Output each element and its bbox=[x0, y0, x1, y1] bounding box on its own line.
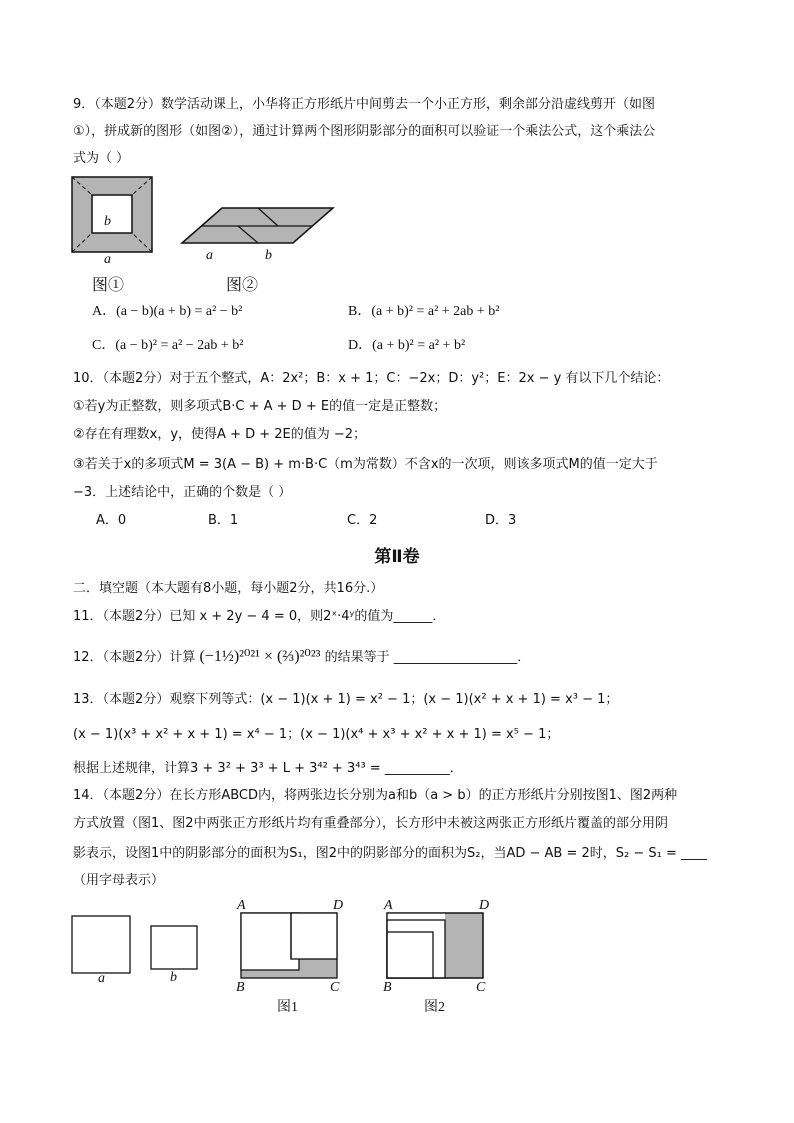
q14-square-a-label: a bbox=[98, 971, 105, 986]
q14-line-1: 14．（本题2分）在长方形ABCD内，将两张边长分别为a和b（a > b）的正方形纸片分别按图1、图2两种 bbox=[73, 788, 678, 803]
q14-fig2-B: B bbox=[383, 980, 392, 995]
q14-figure-2 bbox=[386, 912, 486, 980]
q10-line-3: ②存在有理数x，y，使得A + D + 2E的值为 −2； bbox=[73, 427, 367, 442]
q14-fig1-caption: 图1 bbox=[277, 1000, 298, 1015]
q9-fig1-inner-label: b bbox=[104, 214, 111, 229]
q10-option-c: C．2 bbox=[347, 513, 378, 528]
q14-square-b-label: b bbox=[170, 970, 177, 985]
q14-fig2-A: A bbox=[384, 898, 393, 913]
q11-text: 11．（本题2分）已知 x + 2y − 4 = 0，则2ˣ·4ʸ的值为______． bbox=[73, 609, 446, 624]
q14-line-2: 方式放置（图1、图2中两张正方形纸片均有重叠部分），长方形中未被这两张正方形纸片覆盖的部分用阴 bbox=[73, 816, 669, 831]
q9-option-c: C．(a − b)² = a² − 2ab + b² bbox=[92, 338, 244, 353]
q14-fig2-C: C bbox=[476, 980, 486, 995]
q9-fig1-caption: 图① bbox=[92, 277, 125, 294]
q14-fig1-B: B bbox=[236, 980, 245, 995]
q9-fig2-a-label: a bbox=[206, 248, 213, 263]
section-title: 第Ⅱ卷 bbox=[374, 547, 420, 567]
q9-option-a: A．(a − b)(a + b) = a² − b² bbox=[92, 304, 243, 319]
q10-option-b: B．1 bbox=[208, 513, 239, 528]
q10-line-2: ①若y为正整数，则多项式B·C + A + D + E的值一定是正整数； bbox=[73, 399, 447, 414]
q10-line-1: 10．（本题2分）对于五个整式，A：2x²；B：x + 1；C：−2x；D：y²；E：2x − y 有以下几个结论： bbox=[73, 371, 670, 386]
q14-line-4: （用字母表示） bbox=[73, 873, 165, 888]
q13-line-2: (x − 1)(x³ + x² + x + 1) = x⁴ − 1；(x − 1)(x⁴ + x³ + x² + x + 1) = x⁵ − 1； bbox=[73, 727, 560, 742]
q9-line-1: 9．（本题2分）数学活动课上，小华将正方形纸片中间剪去一个小正方形，剩余部分沿虚线剪开（如图 bbox=[73, 97, 656, 112]
q12-suffix: 的结果等于 ___________________． bbox=[324, 650, 531, 665]
q9-fig2-caption: 图② bbox=[226, 277, 259, 294]
q9-fig2-b-label: b bbox=[265, 248, 272, 263]
q14-fig1-A: A bbox=[237, 898, 246, 913]
q14-line-3: 影表示，设图1中的阴影部分的面积为S₁，图2中的阴影部分的面积为S₂，当AD − AB = 2时，S₂ − S₁ = ____ bbox=[73, 846, 708, 861]
q12-expression: (−1½)²⁰²¹ × (⅔)²⁰²³ bbox=[199, 648, 321, 665]
q9-figure-1 bbox=[70, 175, 155, 255]
q13-line-3: 根据上述规律，计算3 + 3² + 3³ + L + 3⁴² + 3⁴³ = __________． bbox=[73, 761, 463, 776]
q14-square-a bbox=[71, 915, 133, 975]
q13-line-1: 13．（本题2分）观察下列等式：(x − 1)(x + 1) = x² − 1；(x − 1)(x² + x + 1) = x³ − 1； bbox=[73, 692, 619, 707]
q14-fig2-caption: 图2 bbox=[424, 1000, 445, 1015]
q9-figure-2 bbox=[180, 205, 338, 247]
part2-header: 二．填空题（本大题有8小题，每小题2分，共16分.） bbox=[73, 581, 384, 596]
q9-option-d: D．(a + b)² = a² + b² bbox=[348, 338, 466, 353]
q9-option-b: B．(a + b)² = a² + 2ab + b² bbox=[348, 304, 500, 319]
q14-fig1-D: D bbox=[333, 898, 344, 913]
q10-line-4: ③若关于x的多项式M = 3(A − B) + m·B·C（m为常数）不含x的一次项，则该多项式M的值一定大于 bbox=[73, 457, 658, 472]
q12-line bbox=[73, 647, 530, 668]
q9-line-2: ①），拼成新的图形（如图②），通过计算两个图形阴影部分的面积可以验证一个乘法公式，这个乘法公 bbox=[73, 124, 656, 139]
q10-option-d: D．3 bbox=[485, 513, 517, 528]
q14-fig1-C: C bbox=[330, 980, 340, 995]
q14-fig2-D: D bbox=[479, 898, 490, 913]
q12-prefix: 12．（本题2分）计算 bbox=[73, 650, 196, 665]
q14-figure-1 bbox=[240, 912, 340, 980]
q9-line-3: 式为（ ） bbox=[73, 151, 130, 166]
q10-line-5: −3．上述结论中，正确的个数是（ ） bbox=[73, 485, 292, 500]
q10-option-a: A．0 bbox=[96, 513, 127, 528]
q9-fig1-outer-label: a bbox=[104, 252, 111, 267]
q14-square-b bbox=[150, 925, 200, 971]
